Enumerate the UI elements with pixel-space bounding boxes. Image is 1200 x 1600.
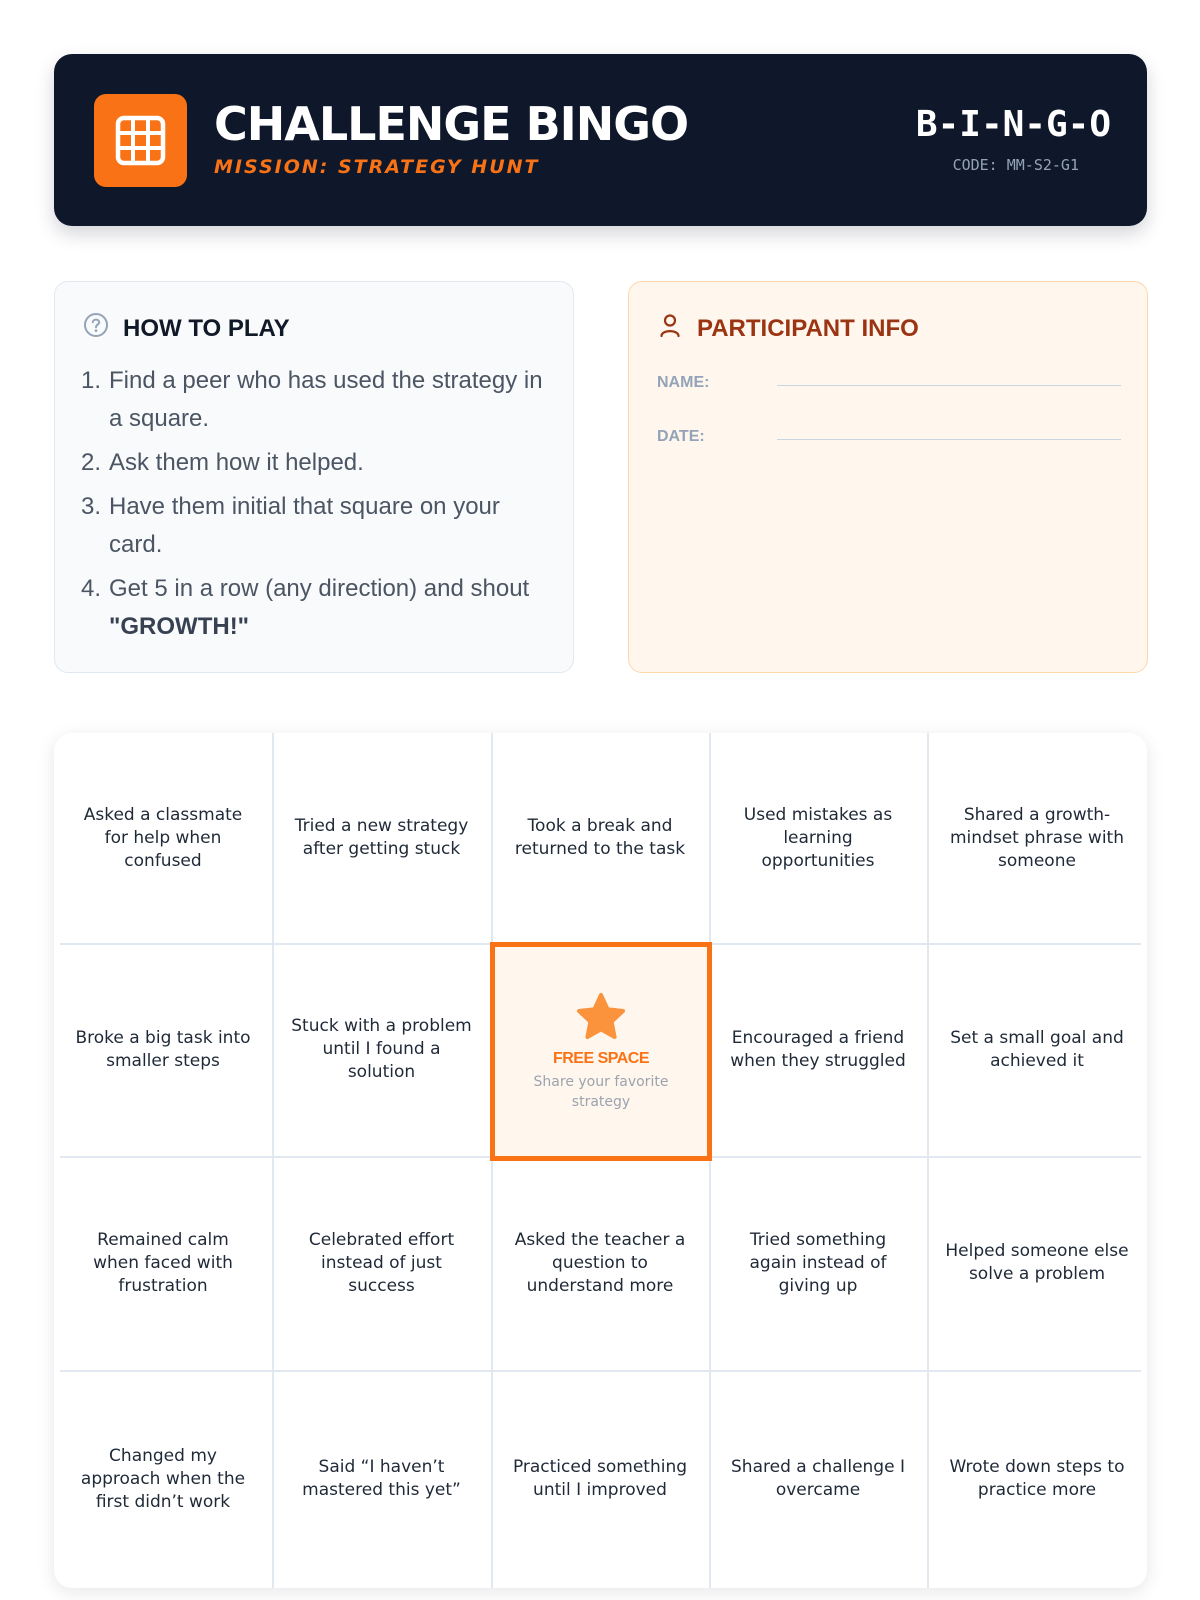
instruction-step: 1. Find a peer who has used the strategy in a square. <box>81 367 543 432</box>
free-space[interactable] <box>490 942 712 1161</box>
bingo-letters: B-I-N-G-O <box>915 104 1111 145</box>
how-to-play-panel <box>54 281 574 673</box>
bingo-square[interactable]: Used mistakes as learning opportunities <box>743 804 893 871</box>
free-space-subtitle: Share your favorite strategy <box>533 1073 669 1110</box>
instruction-list <box>81 362 551 652</box>
card-code: CODE: MM-S2-G1 <box>952 156 1079 174</box>
participant-info-heading <box>657 312 919 345</box>
bingo-square[interactable]: Said “I haven’t mastered this yet” <box>302 1457 461 1500</box>
help-circle-icon <box>83 312 109 345</box>
participant-info-panel <box>628 281 1148 673</box>
bingo-square[interactable]: Asked a classmate for help when confused <box>83 804 243 871</box>
bingo-square[interactable]: Practiced something until I improved <box>512 1457 688 1500</box>
date-label: DATE: <box>657 428 705 445</box>
bingo-square[interactable]: Changed my approach when the first didn’t work <box>80 1445 246 1512</box>
instruction-step: 2. Ask them how it helped. <box>81 449 364 476</box>
header-banner <box>54 54 1147 226</box>
bingo-square[interactable]: Encouraged a friend when they struggled <box>730 1027 906 1071</box>
logo <box>94 94 187 187</box>
bingo-square[interactable]: Asked the teacher a question to understand more <box>514 1229 686 1296</box>
how-to-play-title: HOW TO PLAY <box>123 314 290 342</box>
mission-subtitle: MISSION: STRATEGY HUNT <box>214 156 540 178</box>
instruction-step: 4. Get 5 in a row (any direction) and shout "GROWTH!" <box>81 575 530 640</box>
how-to-play-heading <box>83 312 290 345</box>
star-icon <box>575 992 627 1042</box>
bingo-square[interactable]: Broke a big task into smaller steps <box>75 1027 251 1071</box>
name-row <box>657 374 1121 392</box>
bingo-square[interactable]: Took a break and returned to the task <box>514 816 686 859</box>
bingo-square[interactable]: Shared a challenge I overcame <box>731 1457 905 1500</box>
bingo-square[interactable]: Wrote down steps to practice more <box>949 1457 1125 1500</box>
bingo-square[interactable]: Tried something again instead of giving up <box>749 1229 887 1296</box>
grid-icon <box>115 115 166 166</box>
name-field[interactable] <box>777 378 1121 386</box>
date-row <box>657 428 1121 446</box>
bingo-square[interactable]: Tried a new strategy after getting stuck <box>294 816 469 859</box>
bingo-square[interactable]: Remained calm when faced with frustration <box>93 1229 233 1296</box>
name-label: NAME: <box>657 374 710 391</box>
bingo-square[interactable]: Shared a growth-mindset phrase with someone <box>950 804 1124 871</box>
bingo-square[interactable]: Celebrated effort instead of just success <box>308 1229 455 1296</box>
date-field[interactable] <box>777 432 1121 440</box>
page-title: CHALLENGE BINGO <box>214 97 689 151</box>
bingo-square[interactable]: Helped someone else solve a problem <box>945 1241 1129 1284</box>
instruction-step: 3. Have them initial that square on your card. <box>81 493 500 558</box>
bingo-square[interactable]: Set a small goal and achieved it <box>950 1027 1124 1071</box>
participant-info-title: PARTICIPANT INFO <box>697 314 919 342</box>
free-space-title: FREE SPACE <box>552 1049 650 1067</box>
bingo-square[interactable]: Stuck with a problem until I found a solution <box>291 1016 472 1082</box>
user-icon <box>657 312 683 345</box>
bingo-grid <box>54 733 1147 1588</box>
